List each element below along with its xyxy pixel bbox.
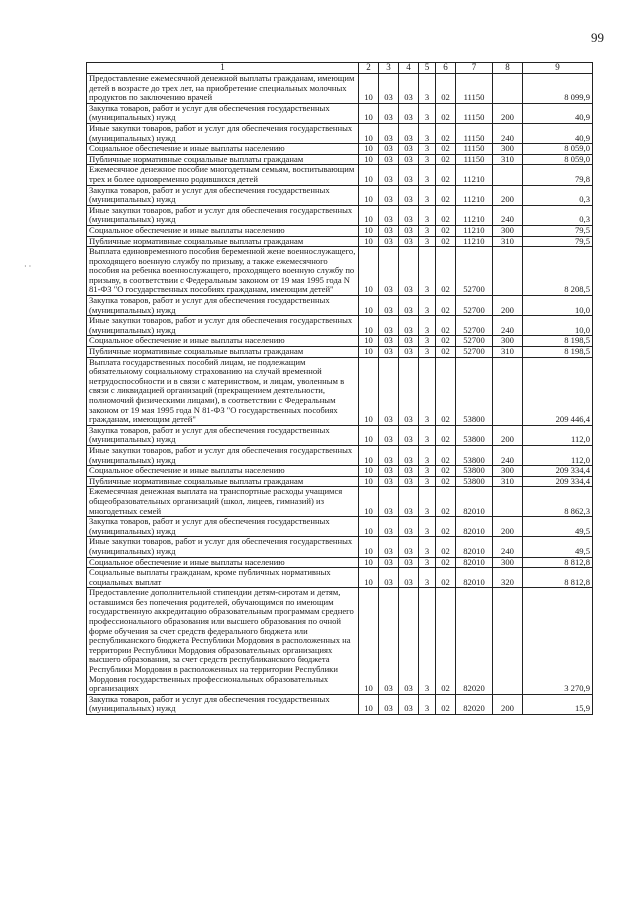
row-code-4: 03 [399, 517, 419, 537]
row-code-4: 03 [399, 357, 419, 425]
row-code-8 [493, 357, 523, 425]
row-code-2: 10 [359, 185, 379, 205]
row-amount: 0,3 [523, 185, 593, 205]
row-code-3: 03 [379, 225, 399, 236]
row-description: Иные закупки товаров, работ и услуг для обеспечения государственных (муниципальных) нужд [87, 205, 359, 225]
row-code-5: 3 [419, 357, 436, 425]
table-row [87, 588, 593, 695]
row-code-4: 03 [399, 144, 419, 155]
table-row [87, 537, 593, 557]
row-code-3: 03 [379, 588, 399, 695]
row-code-4: 03 [399, 557, 419, 568]
row-code-2: 10 [359, 236, 379, 247]
row-code-3: 03 [379, 347, 399, 358]
row-description: Иные закупки товаров, работ и услуг для обеспечения государственных (муниципальных) нужд [87, 316, 359, 336]
row-code-4: 03 [399, 103, 419, 123]
row-code-7: 11210 [456, 185, 493, 205]
row-code-8 [493, 74, 523, 104]
row-code-4: 03 [399, 588, 419, 695]
row-code-6: 02 [436, 165, 456, 185]
row-code-6: 02 [436, 74, 456, 104]
row-code-7: 11150 [456, 144, 493, 155]
row-code-6: 02 [436, 476, 456, 487]
row-description: Ежемесячная денежная выплата на транспортные расходы учащимся общеобразовательных организаций (школ, лицеев, гимназий) из многодетных семей [87, 487, 359, 517]
row-code-3: 03 [379, 487, 399, 517]
row-code-5: 3 [419, 487, 436, 517]
row-code-2: 10 [359, 336, 379, 347]
row-code-7: 11210 [456, 225, 493, 236]
row-description: Социальное обеспечение и иные выплаты населению [87, 557, 359, 568]
row-code-5: 3 [419, 588, 436, 695]
row-description: Закупка товаров, работ и услуг для обеспечения государственных (муниципальных) нужд [87, 185, 359, 205]
row-code-4: 03 [399, 487, 419, 517]
row-code-5: 3 [419, 236, 436, 247]
row-amount: 0,3 [523, 205, 593, 225]
row-code-4: 03 [399, 165, 419, 185]
row-code-3: 03 [379, 466, 399, 477]
row-code-2: 10 [359, 123, 379, 143]
row-code-8: 300 [493, 336, 523, 347]
row-description: Иные закупки товаров, работ и услуг для обеспечения государственных (муниципальных) нужд [87, 123, 359, 143]
row-amount: 8 099,9 [523, 74, 593, 104]
column-header-1: 1 [87, 63, 359, 74]
row-description: Закупка товаров, работ и услуг для обеспечения государственных (муниципальных) нужд [87, 425, 359, 445]
row-code-3: 03 [379, 144, 399, 155]
table-row [87, 296, 593, 316]
row-amount: 15,9 [523, 694, 593, 714]
row-code-7: 82020 [456, 694, 493, 714]
table-row [87, 205, 593, 225]
row-code-5: 3 [419, 557, 436, 568]
row-code-5: 3 [419, 568, 436, 588]
row-code-2: 10 [359, 347, 379, 358]
row-code-4: 03 [399, 74, 419, 104]
table-row [87, 247, 593, 296]
row-code-4: 03 [399, 537, 419, 557]
row-code-7: 52700 [456, 316, 493, 336]
table-row [87, 144, 593, 155]
row-code-3: 03 [379, 205, 399, 225]
row-amount: 209 334,4 [523, 466, 593, 477]
row-code-2: 10 [359, 316, 379, 336]
row-code-6: 02 [436, 185, 456, 205]
row-description: Предоставление ежемесячной денежной выплаты гражданам, имеющим детей в возрасте до трех лет, на приобретение специальных молочных продуктов по заключению врачей [87, 74, 359, 104]
row-amount: 8 812,8 [523, 557, 593, 568]
row-code-5: 3 [419, 123, 436, 143]
row-code-2: 10 [359, 357, 379, 425]
row-description: Иные закупки товаров, работ и услуг для обеспечения государственных (муниципальных) нужд [87, 445, 359, 465]
row-code-7: 82010 [456, 557, 493, 568]
row-amount: 8 862,3 [523, 487, 593, 517]
row-code-8: 200 [493, 185, 523, 205]
row-code-8: 240 [493, 445, 523, 465]
row-code-3: 03 [379, 357, 399, 425]
row-code-7: 52700 [456, 336, 493, 347]
row-code-8 [493, 487, 523, 517]
row-amount: 8 059,0 [523, 144, 593, 155]
row-code-3: 03 [379, 557, 399, 568]
row-description: Закупка товаров, работ и услуг для обеспечения государственных (муниципальных) нужд [87, 694, 359, 714]
row-code-7: 52700 [456, 247, 493, 296]
row-code-8: 300 [493, 144, 523, 155]
row-code-5: 3 [419, 154, 436, 165]
row-code-6: 02 [436, 144, 456, 155]
row-code-6: 02 [436, 154, 456, 165]
row-code-8 [493, 165, 523, 185]
row-description: Выплата государственных пособий лицам, не подлежащим обязательному социальному страхованию на случай временной нетрудоспособности и в связи с материнством, и лицам, уволенным в связи с ликвидацией организаций (прекращением деятельности, полномочий физическими лицами), в соответствии с Федеральным законом от 19 мая 1995 года N 81-ФЗ "О государственных пособиях гражданам, имеющим детей" [87, 357, 359, 425]
row-code-8 [493, 588, 523, 695]
row-code-3: 03 [379, 74, 399, 104]
row-code-2: 10 [359, 247, 379, 296]
row-code-5: 3 [419, 247, 436, 296]
column-header-9: 9 [523, 63, 593, 74]
row-code-6: 02 [436, 247, 456, 296]
row-code-3: 03 [379, 296, 399, 316]
row-code-7: 52700 [456, 296, 493, 316]
budget-table [86, 62, 593, 715]
row-code-3: 03 [379, 336, 399, 347]
row-code-7: 11210 [456, 205, 493, 225]
row-code-8: 310 [493, 236, 523, 247]
row-amount: 40,9 [523, 123, 593, 143]
row-code-4: 03 [399, 694, 419, 714]
row-amount: 112,0 [523, 425, 593, 445]
row-description: Социальное обеспечение и иные выплаты населению [87, 225, 359, 236]
row-code-4: 03 [399, 476, 419, 487]
row-code-8: 200 [493, 694, 523, 714]
row-code-6: 02 [436, 425, 456, 445]
row-amount: 40,9 [523, 103, 593, 123]
row-amount: 209 446,4 [523, 357, 593, 425]
row-code-8: 310 [493, 347, 523, 358]
row-description: Публичные нормативные социальные выплаты гражданам [87, 236, 359, 247]
row-amount: 79,5 [523, 236, 593, 247]
row-code-6: 02 [436, 225, 456, 236]
row-code-2: 10 [359, 557, 379, 568]
row-code-6: 02 [436, 557, 456, 568]
row-code-3: 03 [379, 103, 399, 123]
row-code-2: 10 [359, 445, 379, 465]
row-code-4: 03 [399, 247, 419, 296]
row-code-6: 02 [436, 694, 456, 714]
row-description: Предоставление дополнительной стипендии детям-сиротам и детям, оставшимся без попечения родителей, обучающимся по имеющим государственную аккредитацию образовательным программам среднего профессионального образования или высшего образования по очной форме обучения за счет средств федерального бюджета или республиканского бюджета Республики Мордовия в расположенных на территории Республики Мордовия образовательных организациях высшего образования, за счет средств республиканского бюджета Республики Мордовия в расположенных на территории Республики Мордовия государственных профессиональных образовательных организациях [87, 588, 359, 695]
row-code-5: 3 [419, 336, 436, 347]
row-code-5: 3 [419, 225, 436, 236]
table-row [87, 425, 593, 445]
row-code-4: 03 [399, 425, 419, 445]
row-code-7: 53800 [456, 357, 493, 425]
row-code-2: 10 [359, 154, 379, 165]
row-code-7: 11210 [456, 165, 493, 185]
row-code-6: 02 [436, 568, 456, 588]
table-row [87, 103, 593, 123]
row-description: Публичные нормативные социальные выплаты гражданам [87, 154, 359, 165]
row-code-7: 52700 [456, 347, 493, 358]
row-code-2: 10 [359, 466, 379, 477]
row-description: Социальное обеспечение и иные выплаты населению [87, 144, 359, 155]
row-code-6: 02 [436, 236, 456, 247]
row-code-5: 3 [419, 144, 436, 155]
row-description: Социальные выплаты гражданам, кроме публичных нормативных социальных выплат [87, 568, 359, 588]
row-code-5: 3 [419, 466, 436, 477]
row-code-6: 02 [436, 466, 456, 477]
column-header-8: 8 [493, 63, 523, 74]
row-code-2: 10 [359, 694, 379, 714]
row-code-2: 10 [359, 568, 379, 588]
row-description: Закупка товаров, работ и услуг для обеспечения государственных (муниципальных) нужд [87, 517, 359, 537]
row-code-3: 03 [379, 236, 399, 247]
row-code-7: 11150 [456, 123, 493, 143]
row-code-7: 11210 [456, 236, 493, 247]
row-code-8: 240 [493, 537, 523, 557]
row-code-5: 3 [419, 103, 436, 123]
row-code-7: 11150 [456, 154, 493, 165]
table-row [87, 236, 593, 247]
row-code-2: 10 [359, 487, 379, 517]
table-row [87, 225, 593, 236]
column-header-6: 6 [436, 63, 456, 74]
page-number: 99 [591, 30, 604, 45]
row-code-4: 03 [399, 336, 419, 347]
row-code-4: 03 [399, 296, 419, 316]
row-description: Публичные нормативные социальные выплаты гражданам [87, 476, 359, 487]
row-amount: 8 198,5 [523, 336, 593, 347]
row-code-7: 53800 [456, 466, 493, 477]
row-code-8: 240 [493, 123, 523, 143]
row-code-8: 310 [493, 154, 523, 165]
row-code-2: 10 [359, 165, 379, 185]
row-amount: 49,5 [523, 517, 593, 537]
row-code-7: 11150 [456, 74, 493, 104]
row-code-4: 03 [399, 347, 419, 358]
row-amount: 79,5 [523, 225, 593, 236]
table-row [87, 557, 593, 568]
row-code-8: 200 [493, 296, 523, 316]
row-amount: 79,8 [523, 165, 593, 185]
row-code-8: 310 [493, 476, 523, 487]
row-code-5: 3 [419, 445, 436, 465]
row-code-4: 03 [399, 225, 419, 236]
row-description: Иные закупки товаров, работ и услуг для обеспечения государственных (муниципальных) нужд [87, 537, 359, 557]
table-row [87, 316, 593, 336]
row-description: Закупка товаров, работ и услуг для обеспечения государственных (муниципальных) нужд [87, 296, 359, 316]
row-code-6: 02 [436, 296, 456, 316]
row-amount: 8 208,5 [523, 247, 593, 296]
row-code-3: 03 [379, 694, 399, 714]
row-code-6: 02 [436, 205, 456, 225]
row-code-8: 300 [493, 466, 523, 477]
row-code-7: 53800 [456, 476, 493, 487]
row-code-4: 03 [399, 466, 419, 477]
row-code-8: 300 [493, 225, 523, 236]
row-code-2: 10 [359, 144, 379, 155]
row-code-6: 02 [436, 517, 456, 537]
header-row [87, 63, 593, 74]
row-code-5: 3 [419, 347, 436, 358]
table-row [87, 487, 593, 517]
row-code-4: 03 [399, 236, 419, 247]
row-code-3: 03 [379, 517, 399, 537]
row-code-6: 02 [436, 316, 456, 336]
row-code-7: 82010 [456, 537, 493, 557]
row-amount: 10,0 [523, 316, 593, 336]
row-code-8: 240 [493, 205, 523, 225]
row-code-6: 02 [436, 588, 456, 695]
row-code-2: 10 [359, 74, 379, 104]
row-code-3: 03 [379, 425, 399, 445]
table-row [87, 466, 593, 477]
table-row [87, 336, 593, 347]
row-code-6: 02 [436, 537, 456, 557]
table-row [87, 347, 593, 358]
row-code-6: 02 [436, 336, 456, 347]
table-row [87, 694, 593, 714]
row-code-8: 320 [493, 568, 523, 588]
row-amount: 49,5 [523, 537, 593, 557]
row-code-7: 82020 [456, 588, 493, 695]
row-code-7: 53800 [456, 425, 493, 445]
row-description: Закупка товаров, работ и услуг для обеспечения государственных (муниципальных) нужд [87, 103, 359, 123]
row-code-4: 03 [399, 205, 419, 225]
row-code-6: 02 [436, 123, 456, 143]
row-code-2: 10 [359, 537, 379, 557]
column-header-5: 5 [419, 63, 436, 74]
row-amount: 209 334,4 [523, 476, 593, 487]
table-row [87, 357, 593, 425]
row-code-7: 11150 [456, 103, 493, 123]
row-code-4: 03 [399, 154, 419, 165]
row-code-6: 02 [436, 357, 456, 425]
row-code-3: 03 [379, 568, 399, 588]
row-code-3: 03 [379, 185, 399, 205]
row-description: Выплата единовременного пособия беременной жене военнослужащего, проходящего военную службу по призыву, а также ежемесячного пособия на ребенка военнослужащего, проходящего военную службу по призыву, в соответствии с Федеральным законом от 19 мая 1995 года N 81-ФЗ "О государственных пособиях гражданам, имеющим детей" [87, 247, 359, 296]
row-code-5: 3 [419, 476, 436, 487]
row-code-5: 3 [419, 165, 436, 185]
row-code-2: 10 [359, 425, 379, 445]
row-code-7: 82010 [456, 568, 493, 588]
row-code-6: 02 [436, 103, 456, 123]
column-header-3: 3 [379, 63, 399, 74]
row-code-8: 200 [493, 425, 523, 445]
table-row [87, 165, 593, 185]
row-code-3: 03 [379, 247, 399, 296]
row-code-5: 3 [419, 74, 436, 104]
row-code-7: 82010 [456, 487, 493, 517]
table-row [87, 476, 593, 487]
row-description: Социальное обеспечение и иные выплаты населению [87, 466, 359, 477]
table-row [87, 154, 593, 165]
row-code-5: 3 [419, 185, 436, 205]
row-code-8: 240 [493, 316, 523, 336]
row-code-5: 3 [419, 316, 436, 336]
row-code-2: 10 [359, 296, 379, 316]
table-row [87, 123, 593, 143]
row-code-7: 53800 [456, 445, 493, 465]
row-code-2: 10 [359, 103, 379, 123]
row-code-3: 03 [379, 476, 399, 487]
row-code-8: 300 [493, 557, 523, 568]
row-code-2: 10 [359, 225, 379, 236]
row-amount: 8 059,0 [523, 154, 593, 165]
row-code-3: 03 [379, 316, 399, 336]
row-code-6: 02 [436, 445, 456, 465]
row-code-3: 03 [379, 154, 399, 165]
row-description: Ежемесячное денежное пособие многодетным семьям, воспитывающим трех и более одновременно родившихся детей [87, 165, 359, 185]
row-description: Социальное обеспечение и иные выплаты населению [87, 336, 359, 347]
row-code-8: 200 [493, 103, 523, 123]
row-code-3: 03 [379, 165, 399, 185]
column-header-4: 4 [399, 63, 419, 74]
column-header-7: 7 [456, 63, 493, 74]
row-amount: 10,0 [523, 296, 593, 316]
table-body [87, 74, 593, 715]
row-code-4: 03 [399, 185, 419, 205]
table-row [87, 185, 593, 205]
table-row [87, 517, 593, 537]
row-code-3: 03 [379, 123, 399, 143]
row-code-5: 3 [419, 694, 436, 714]
row-code-3: 03 [379, 445, 399, 465]
row-code-7: 82010 [456, 517, 493, 537]
row-amount: 8 812,8 [523, 568, 593, 588]
row-code-8 [493, 247, 523, 296]
row-code-5: 3 [419, 296, 436, 316]
row-code-5: 3 [419, 425, 436, 445]
row-code-4: 03 [399, 123, 419, 143]
column-header-2: 2 [359, 63, 379, 74]
row-code-3: 03 [379, 537, 399, 557]
row-amount: 3 270,9 [523, 588, 593, 695]
row-code-4: 03 [399, 568, 419, 588]
row-code-2: 10 [359, 476, 379, 487]
row-code-6: 02 [436, 347, 456, 358]
row-code-5: 3 [419, 537, 436, 557]
row-code-2: 10 [359, 588, 379, 695]
row-code-5: 3 [419, 205, 436, 225]
row-code-2: 10 [359, 517, 379, 537]
row-code-4: 03 [399, 316, 419, 336]
row-amount: 8 198,5 [523, 347, 593, 358]
row-code-4: 03 [399, 445, 419, 465]
row-amount: 112,0 [523, 445, 593, 465]
row-code-5: 3 [419, 517, 436, 537]
row-code-2: 10 [359, 205, 379, 225]
table-row [87, 445, 593, 465]
row-code-8: 200 [493, 517, 523, 537]
margin-mark: · · [24, 262, 32, 271]
table-row [87, 568, 593, 588]
table-row [87, 74, 593, 104]
row-code-6: 02 [436, 487, 456, 517]
row-description: Публичные нормативные социальные выплаты гражданам [87, 347, 359, 358]
